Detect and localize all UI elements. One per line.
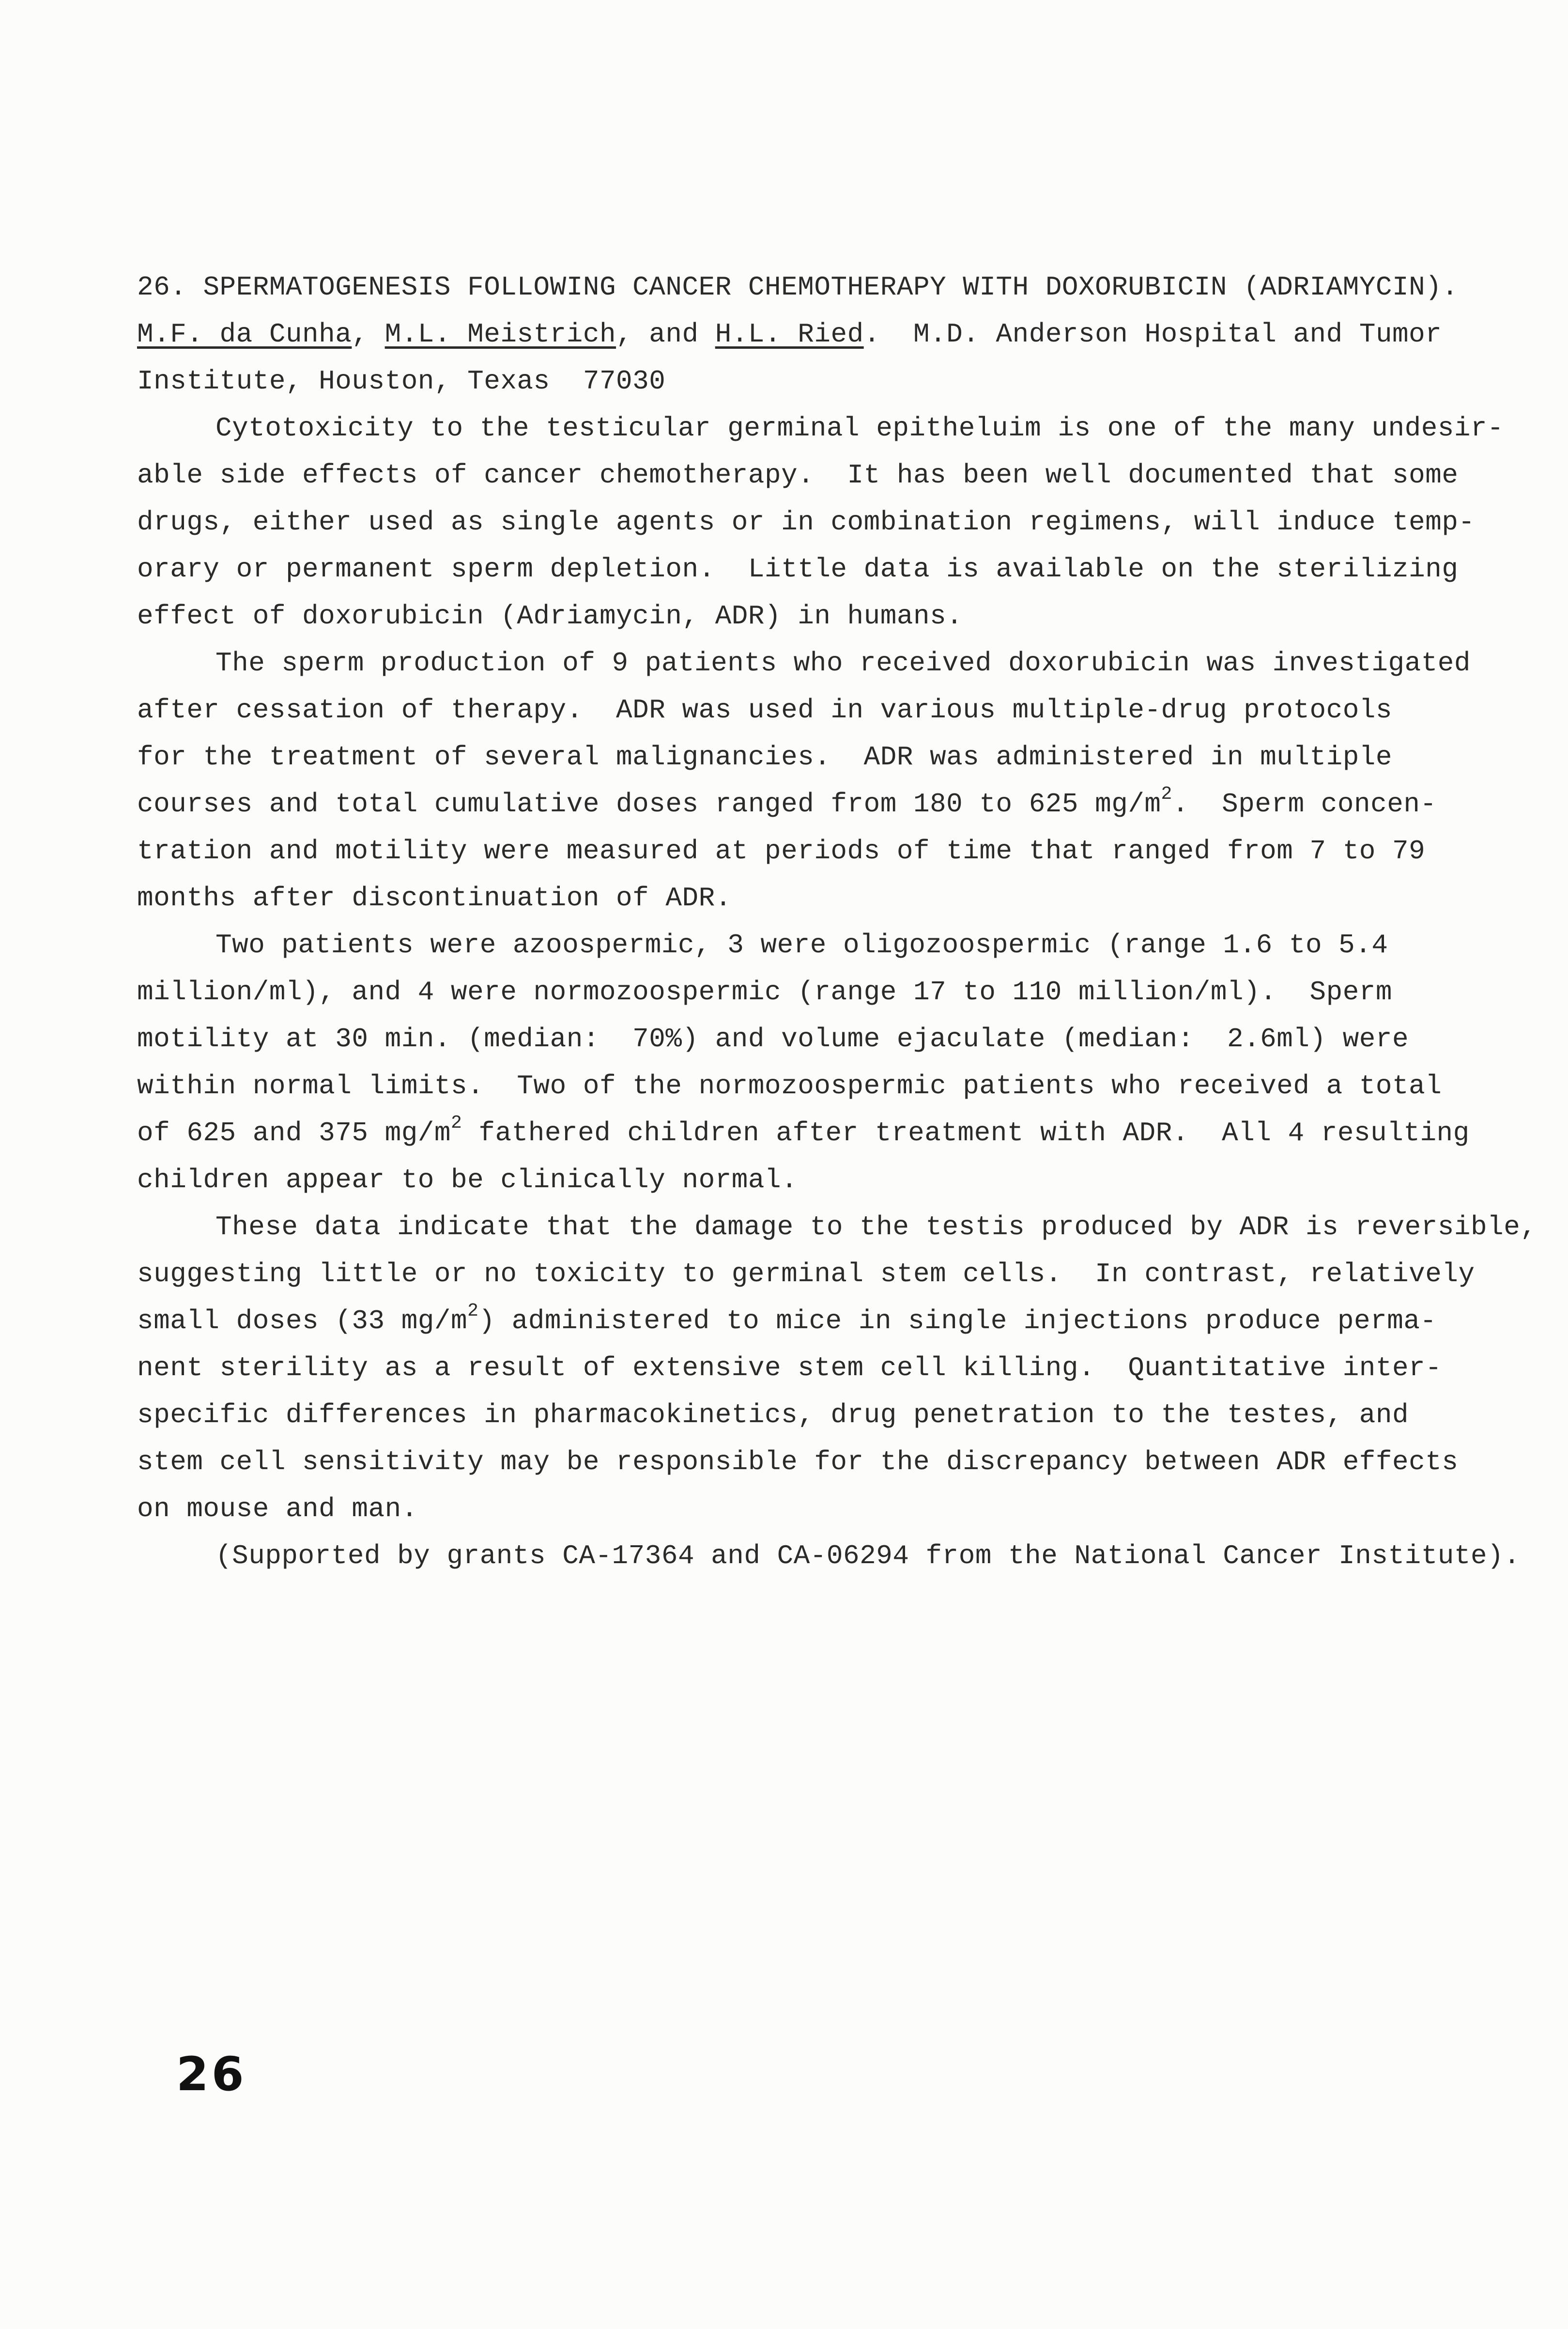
author-separator: , [352, 319, 385, 350]
paragraph-4-line: stem cell sensitivity may be responsible for the discrepancy between ADR effects [137, 1446, 1459, 1477]
funding-note: (Supported by grants CA-17364 and CA-06294 from the National Cancer Institute). [215, 1540, 1521, 1571]
authors-line [137, 311, 1474, 358]
text-run: of 625 and 375 mg/m [137, 1118, 451, 1149]
paragraph-3-line: Two patients were azoospermic, 3 were oligozoospermic (range 1.6 to 5.4 [215, 930, 1388, 961]
text-run: small doses (33 mg/m [137, 1305, 468, 1336]
author-2: M.L. Meistrich [384, 319, 616, 350]
affiliation-start: . M.D. Anderson Hospital and Tumor [863, 319, 1442, 350]
paragraph-2-line: for the treatment of several malignancies. ADR was administered in multiple [137, 742, 1393, 773]
text-run: . Sperm concen- [1172, 789, 1437, 820]
paragraph-3-line: million/ml), and 4 were normozoospermic (range 17 to 110 million/ml). Sperm [137, 977, 1393, 1008]
paragraph-4-line: These data indicate that the damage to the testis produced by ADR is reversible, [215, 1211, 1537, 1242]
author-1: M.F. da Cunha [137, 319, 352, 350]
author-3: H.L. Ried [715, 319, 864, 350]
paragraph-3-line: within normal limits. Two of the normozoospermic patients who received a total [137, 1071, 1442, 1102]
affiliation-line: Institute, Houston, Texas 77030 [137, 366, 666, 397]
paragraph-3-line: children appear to be clinically normal. [137, 1164, 798, 1196]
paragraph-4-line: nent sterility as a result of extensive stem cell killing. Quantitative inter- [137, 1352, 1442, 1383]
text-run: fathered children after treatment with ADR. All 4 resulting [462, 1118, 1470, 1149]
superscript: 2 [467, 1301, 479, 1322]
paragraph-4-line: suggesting little or no toxicity to germinal stem cells. In contrast, relatively [137, 1258, 1475, 1289]
paragraph-2-line: tration and motility were measured at periods of time that ranged from 7 to 79 [137, 836, 1426, 867]
paragraph-1-line: orary or permanent sperm depletion. Little data is available on the sterilizing [137, 554, 1459, 585]
paragraph-3-line: motility at 30 min. (median: 70%) and volume ejaculate (median: 2.6ml) were [137, 1024, 1409, 1055]
page-number: 26 [176, 2047, 247, 2101]
paragraph-4-line [137, 1298, 1474, 1345]
paragraph-4-line: on mouse and man. [137, 1493, 418, 1524]
article-title: SPERMATOGENESIS FOLLOWING CANCER CHEMOTHERAPY WITH DOXORUBICIN (ADRIAMYCIN). [203, 272, 1459, 303]
paragraph-2-line: The sperm production of 9 patients who received doxorubicin was investigated [215, 648, 1471, 679]
paragraph-1-line: able side effects of cancer chemotherapy. It has been well documented that some [137, 460, 1459, 491]
paragraph-3-line [137, 1110, 1474, 1157]
article-title-line [137, 264, 1474, 311]
superscript: 2 [451, 1113, 462, 1134]
text-run: ) administered to mice in single injections produce perma- [478, 1305, 1437, 1336]
paragraph-1-line: effect of doxorubicin (Adriamycin, ADR) in humans. [137, 601, 963, 632]
abstract-body [137, 264, 1537, 1580]
text-run: courses and total cumulative doses ranged from 180 to 625 mg/m [137, 789, 1161, 820]
paragraph-2-line: months after discontinuation of ADR. [137, 883, 732, 914]
paragraph-2-line [137, 781, 1474, 828]
author-separator: , and [616, 319, 715, 350]
paragraph-2-line: after cessation of therapy. ADR was used in various multiple-drug protocols [137, 695, 1393, 726]
superscript: 2 [1161, 784, 1172, 805]
article-number: 26. [137, 272, 187, 303]
paragraph-1-line: drugs, either used as single agents or in combination regimens, will induce temp- [137, 507, 1475, 538]
paragraph-4-line: specific differences in pharmacokinetics, drug penetration to the testes, and [137, 1399, 1409, 1430]
paragraph-1-line: Cytotoxicity to the testicular germinal epitheluim is one of the many undesir- [215, 413, 1504, 444]
